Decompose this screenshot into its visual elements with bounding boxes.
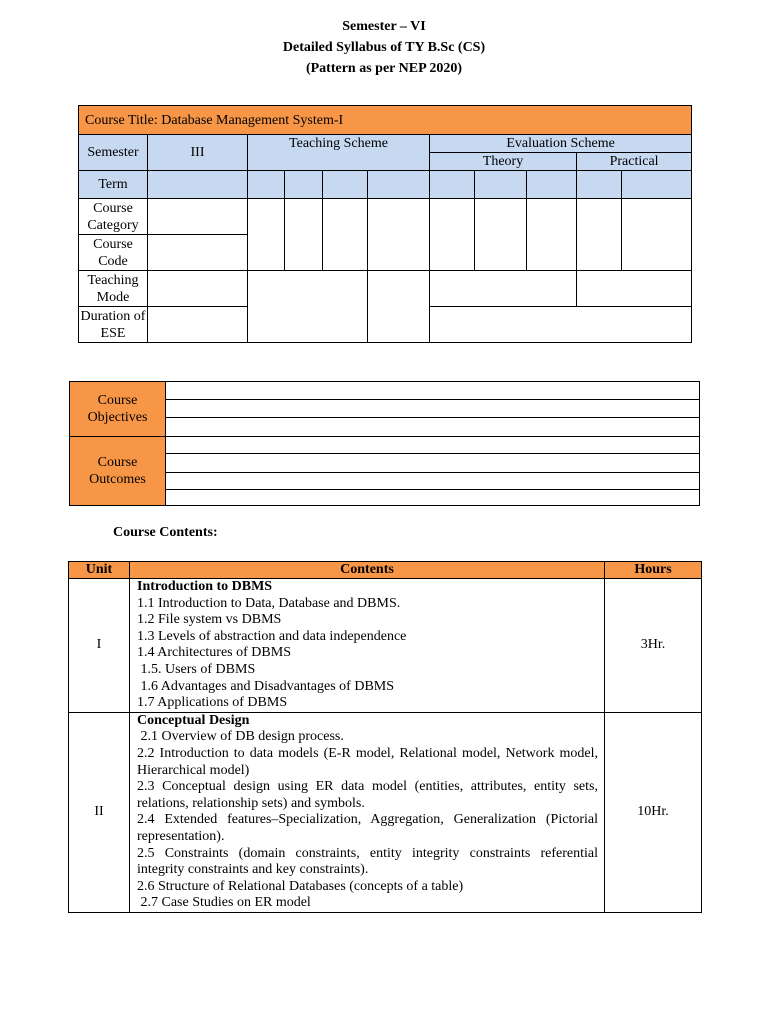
grid-cell [248, 199, 285, 271]
term-cell [475, 171, 527, 199]
practical-label: Practical [577, 153, 692, 171]
outcome-row [166, 490, 700, 506]
course-code-label: Course Code [79, 235, 148, 271]
content-line: 1.1 Introduction to Data, Database and DBMS. [137, 595, 401, 611]
syllabus-heading: Detailed Syllabus of TY B.Sc (CS) [282, 40, 486, 55]
course-outcomes-label: Course Outcomes [70, 437, 166, 506]
objective-row [166, 382, 700, 400]
course-category-value [148, 199, 248, 235]
course-contents-heading: Course Contents: [113, 525, 218, 540]
teaching-mode-value [148, 271, 248, 307]
contents-header: Contents [130, 562, 605, 579]
objective-row [166, 418, 700, 437]
teaching-mode-label: Teaching Mode [79, 271, 148, 307]
course-contents-table [68, 561, 702, 913]
content-line: 1.6 Advantages and Disadvantages of DBMS [137, 678, 395, 694]
term-cell [248, 171, 285, 199]
term-cell [622, 171, 692, 199]
grid-cell [285, 199, 323, 271]
content-line: 2.7 Case Studies on ER model [137, 895, 311, 911]
term-cell [285, 171, 323, 199]
unit-title: Conceptual Design [137, 712, 250, 728]
course-objectives-label: Course Objectives [70, 382, 166, 437]
table-row [69, 579, 702, 713]
content-line: 1.5. Users of DBMS [137, 661, 256, 677]
unit-title: Introduction to DBMS [137, 579, 273, 594]
evaluation-scheme-label: Evaluation Scheme [430, 135, 692, 153]
semester-value: III [148, 135, 248, 171]
course-title: Course Title: Database Management System-I [79, 106, 692, 135]
grid-cell [248, 271, 368, 343]
content-line: 1.2 File system vs DBMS [137, 612, 282, 628]
grid-cell [368, 271, 430, 343]
grid-cell [430, 271, 577, 307]
theory-label: Theory [430, 153, 577, 171]
pattern-heading: (Pattern as per NEP 2020) [305, 61, 463, 76]
unit-hours: 3Hr. [605, 579, 702, 713]
outcome-row [166, 454, 700, 473]
term-cell [368, 171, 430, 199]
outcome-row [166, 437, 700, 454]
course-code-value [148, 235, 248, 271]
unit-contents [130, 712, 605, 912]
outcome-row [166, 473, 700, 490]
grid-cell [527, 199, 577, 271]
content-line: 1.4 Architectures of DBMS [137, 645, 291, 661]
content-line: 2.2 Introduction to data models (E-R model, Relational model, Network model, Hierarchical model) [137, 745, 598, 778]
term-label: Term [79, 171, 148, 199]
content-line: 1.3 Levels of abstraction and data independence [137, 628, 407, 644]
course-category-label: Course Category [79, 199, 148, 235]
duration-ese-value [148, 307, 248, 343]
content-line: 2.1 Overview of DB design process. [137, 729, 344, 745]
content-line: 1.7 Applications of DBMS [137, 695, 288, 711]
term-cell [527, 171, 577, 199]
semester-label: Semester [79, 135, 148, 171]
grid-cell [368, 199, 430, 271]
unit-contents [130, 579, 605, 713]
grid-cell [622, 199, 692, 271]
hours-header: Hours [605, 562, 702, 579]
grid-cell [577, 271, 692, 307]
duration-ese-label: Duration of ESE [79, 307, 148, 343]
grid-cell [323, 199, 368, 271]
term-cell [577, 171, 622, 199]
document-header [0, 16, 768, 79]
course-info-table [78, 105, 692, 343]
unit-number: I [69, 579, 130, 713]
unit-hours: 10Hr. [605, 712, 702, 912]
term-cell [430, 171, 475, 199]
grid-cell [577, 199, 622, 271]
term-cell [148, 171, 248, 199]
content-line: 2.6 Structure of Relational Databases (concepts of a table) [137, 878, 464, 894]
term-cell [323, 171, 368, 199]
grid-cell [430, 199, 475, 271]
content-line: 2.3 Conceptual design using ER data model (entities, attributes, entity sets, relations, relationship sets) and symbols. [137, 779, 598, 811]
content-line: 2.4 Extended features–Specialization, Aggregation, Generalization (Pictorial representation). [137, 812, 598, 844]
unit-header: Unit [69, 562, 130, 579]
semester-heading: Semester – VI [342, 19, 426, 34]
objectives-outcomes-table [69, 381, 700, 506]
grid-cell [475, 199, 527, 271]
objective-row [166, 400, 700, 418]
grid-cell [430, 307, 692, 343]
unit-number: II [69, 712, 130, 912]
content-line: 2.5 Constraints (domain constraints, entity integrity constraints referential integrity constraints and key constraints). [137, 845, 598, 878]
table-row [69, 712, 702, 912]
teaching-scheme-label: Teaching Scheme [248, 135, 430, 171]
